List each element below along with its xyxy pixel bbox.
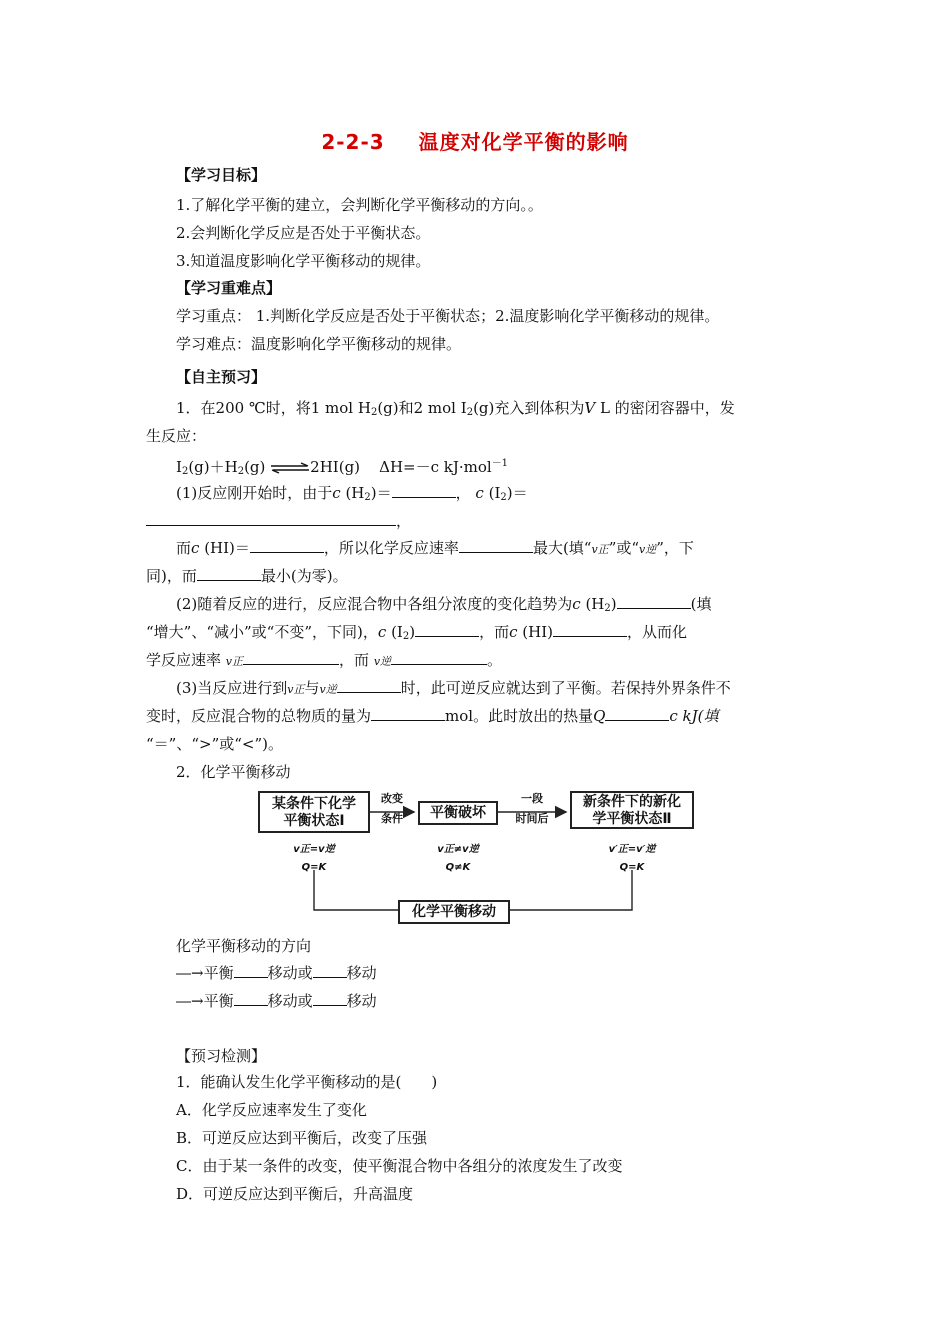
objective-item: 1.了解化学平衡的建立，会判断化学平衡移动的方向。。 bbox=[176, 196, 543, 214]
option-d[interactable]: D．可逆反应达到平衡后，升高温度 bbox=[176, 1185, 414, 1203]
time-elapsed-label: 一段 时间后 bbox=[515, 792, 549, 825]
q2-heading: 2．化学平衡移动 bbox=[176, 763, 291, 781]
part2-line1: (2)随着反应的进行，反应混合物中各组分浓度的变化趋势为c $(H_2)$ (填 bbox=[176, 595, 712, 614]
answer-blank[interactable] bbox=[553, 622, 627, 637]
answer-blank[interactable] bbox=[392, 483, 456, 498]
part1-line3: 而c (HI)＝ ，所以化学反应速率 最大(填“v正”或“v逆”，下 bbox=[176, 539, 694, 557]
direction-heading: 化学平衡移动的方向 bbox=[176, 937, 312, 955]
q1-intro: 1．在200 ℃时，将1 mol $H_2(g)$和2 mol $I_2(g)$充入到体积为V L 的密闭容器中，发 bbox=[176, 399, 735, 418]
change-condition-label: 改变 条件 bbox=[381, 792, 403, 825]
answer-blank[interactable] bbox=[459, 538, 533, 553]
answer-blank[interactable] bbox=[313, 991, 347, 1006]
title-text: 温度对化学平衡的影响 bbox=[418, 130, 629, 154]
answer-blank[interactable] bbox=[617, 594, 691, 609]
q1-intro-line2: 生反应： bbox=[146, 427, 207, 445]
reaction-equation: $I_2(g)+H_2(g)$ 2HI(g) ΔH=－c kJ·mol$^{-1}$ bbox=[176, 458, 509, 477]
equilibrium-shift-box: 化学平衡移动 bbox=[398, 900, 510, 924]
answer-blank[interactable] bbox=[313, 963, 347, 978]
key-difficulty: 学习难点：温度影响化学平衡移动的规律。 bbox=[176, 335, 462, 353]
option-b[interactable]: B．可逆反应达到平衡后，改变了压强 bbox=[176, 1129, 428, 1147]
part3-line2: 变时，反应混合物的总物质的量为 mol。此时放出的热量Q c kJ(填 bbox=[146, 707, 719, 725]
part2-line3: 学反应速率 v正 ，而 v逆 。 bbox=[146, 651, 503, 669]
key-points-heading: 【学习重难点】 bbox=[176, 279, 282, 297]
answer-blank[interactable] bbox=[243, 650, 339, 665]
answer-blank[interactable] bbox=[605, 706, 669, 721]
answer-blank[interactable] bbox=[415, 622, 479, 637]
equilibrium-arrow-icon bbox=[270, 462, 310, 474]
objectives-heading: 【学习目标】 bbox=[176, 166, 267, 184]
objective-item: 3.知道温度影响化学平衡移动的规律。 bbox=[176, 252, 431, 270]
part1-line2: ， bbox=[146, 511, 411, 531]
part3-line1: (3)当反应进行到v正与v逆 时，此可逆反应就达到了平衡。若保持外界条件不 bbox=[176, 679, 731, 697]
formula-new-q-equals-k: Q=K bbox=[619, 862, 645, 873]
answer-blank[interactable] bbox=[391, 650, 487, 665]
answer-blank[interactable] bbox=[234, 991, 268, 1006]
direction-row: ―→平衡 移动或 移动 bbox=[176, 964, 377, 982]
formula-q-equals-k: Q=K bbox=[301, 862, 327, 873]
equilibrium-broken-box: 平衡破坏 bbox=[418, 801, 498, 825]
part2-line2: “增大”、“减小”或“不变”，下同)，c $(I_2)$ ，而c (HI) ，从而化 bbox=[146, 623, 688, 642]
key-focus: 学习重点： 1.判断化学反应是否处于平衡状态；2.温度影响化学平衡移动的规律。 bbox=[176, 307, 720, 325]
check-question: 1．能确认发生化学平衡移动的是( ) bbox=[176, 1073, 438, 1091]
formula-new-rates-equal: v′正=v′逆 bbox=[608, 844, 656, 855]
page-title bbox=[0, 126, 950, 155]
check-heading: 【预习检测】 bbox=[176, 1047, 267, 1065]
answer-blank[interactable] bbox=[197, 566, 261, 581]
answer-blank[interactable] bbox=[250, 538, 324, 553]
option-a[interactable]: A．化学反应速率发生了变化 bbox=[176, 1101, 367, 1119]
formula-q-not-k: Q≠K bbox=[445, 862, 471, 873]
formula-rates-unequal: v正≠v逆 bbox=[437, 844, 479, 855]
formula-rates-equal: v正=v逆 bbox=[293, 844, 335, 855]
equilibrium-shift-diagram bbox=[258, 788, 698, 928]
direction-row: ―→平衡 移动或 移动 bbox=[176, 992, 377, 1010]
answer-blank[interactable] bbox=[337, 678, 401, 693]
answer-blank[interactable] bbox=[234, 963, 268, 978]
part3-line3: “＝”、“>”或“<”)。 bbox=[146, 735, 283, 753]
initial-state-box: 某条件下化学 平衡状态Ⅰ bbox=[258, 791, 370, 833]
new-state-box: 新条件下的新化 学平衡状态Ⅱ bbox=[570, 791, 694, 829]
title-number: 2-2-3 bbox=[321, 130, 385, 154]
part1-line1: (1)反应刚开始时，由于c $(H_2)=$ ， c $(I_2)=$ bbox=[176, 484, 528, 503]
objective-item: 2.会判断化学反应是否处于平衡状态。 bbox=[176, 224, 431, 242]
option-c[interactable]: C．由于某一条件的改变，使平衡混合物中各组分的浓度发生了改变 bbox=[176, 1157, 623, 1175]
answer-blank[interactable] bbox=[146, 511, 396, 526]
part1-line4: 同)，而 最小(为零)。 bbox=[146, 567, 348, 585]
preview-heading: 【自主预习】 bbox=[176, 368, 267, 386]
answer-blank[interactable] bbox=[371, 706, 445, 721]
